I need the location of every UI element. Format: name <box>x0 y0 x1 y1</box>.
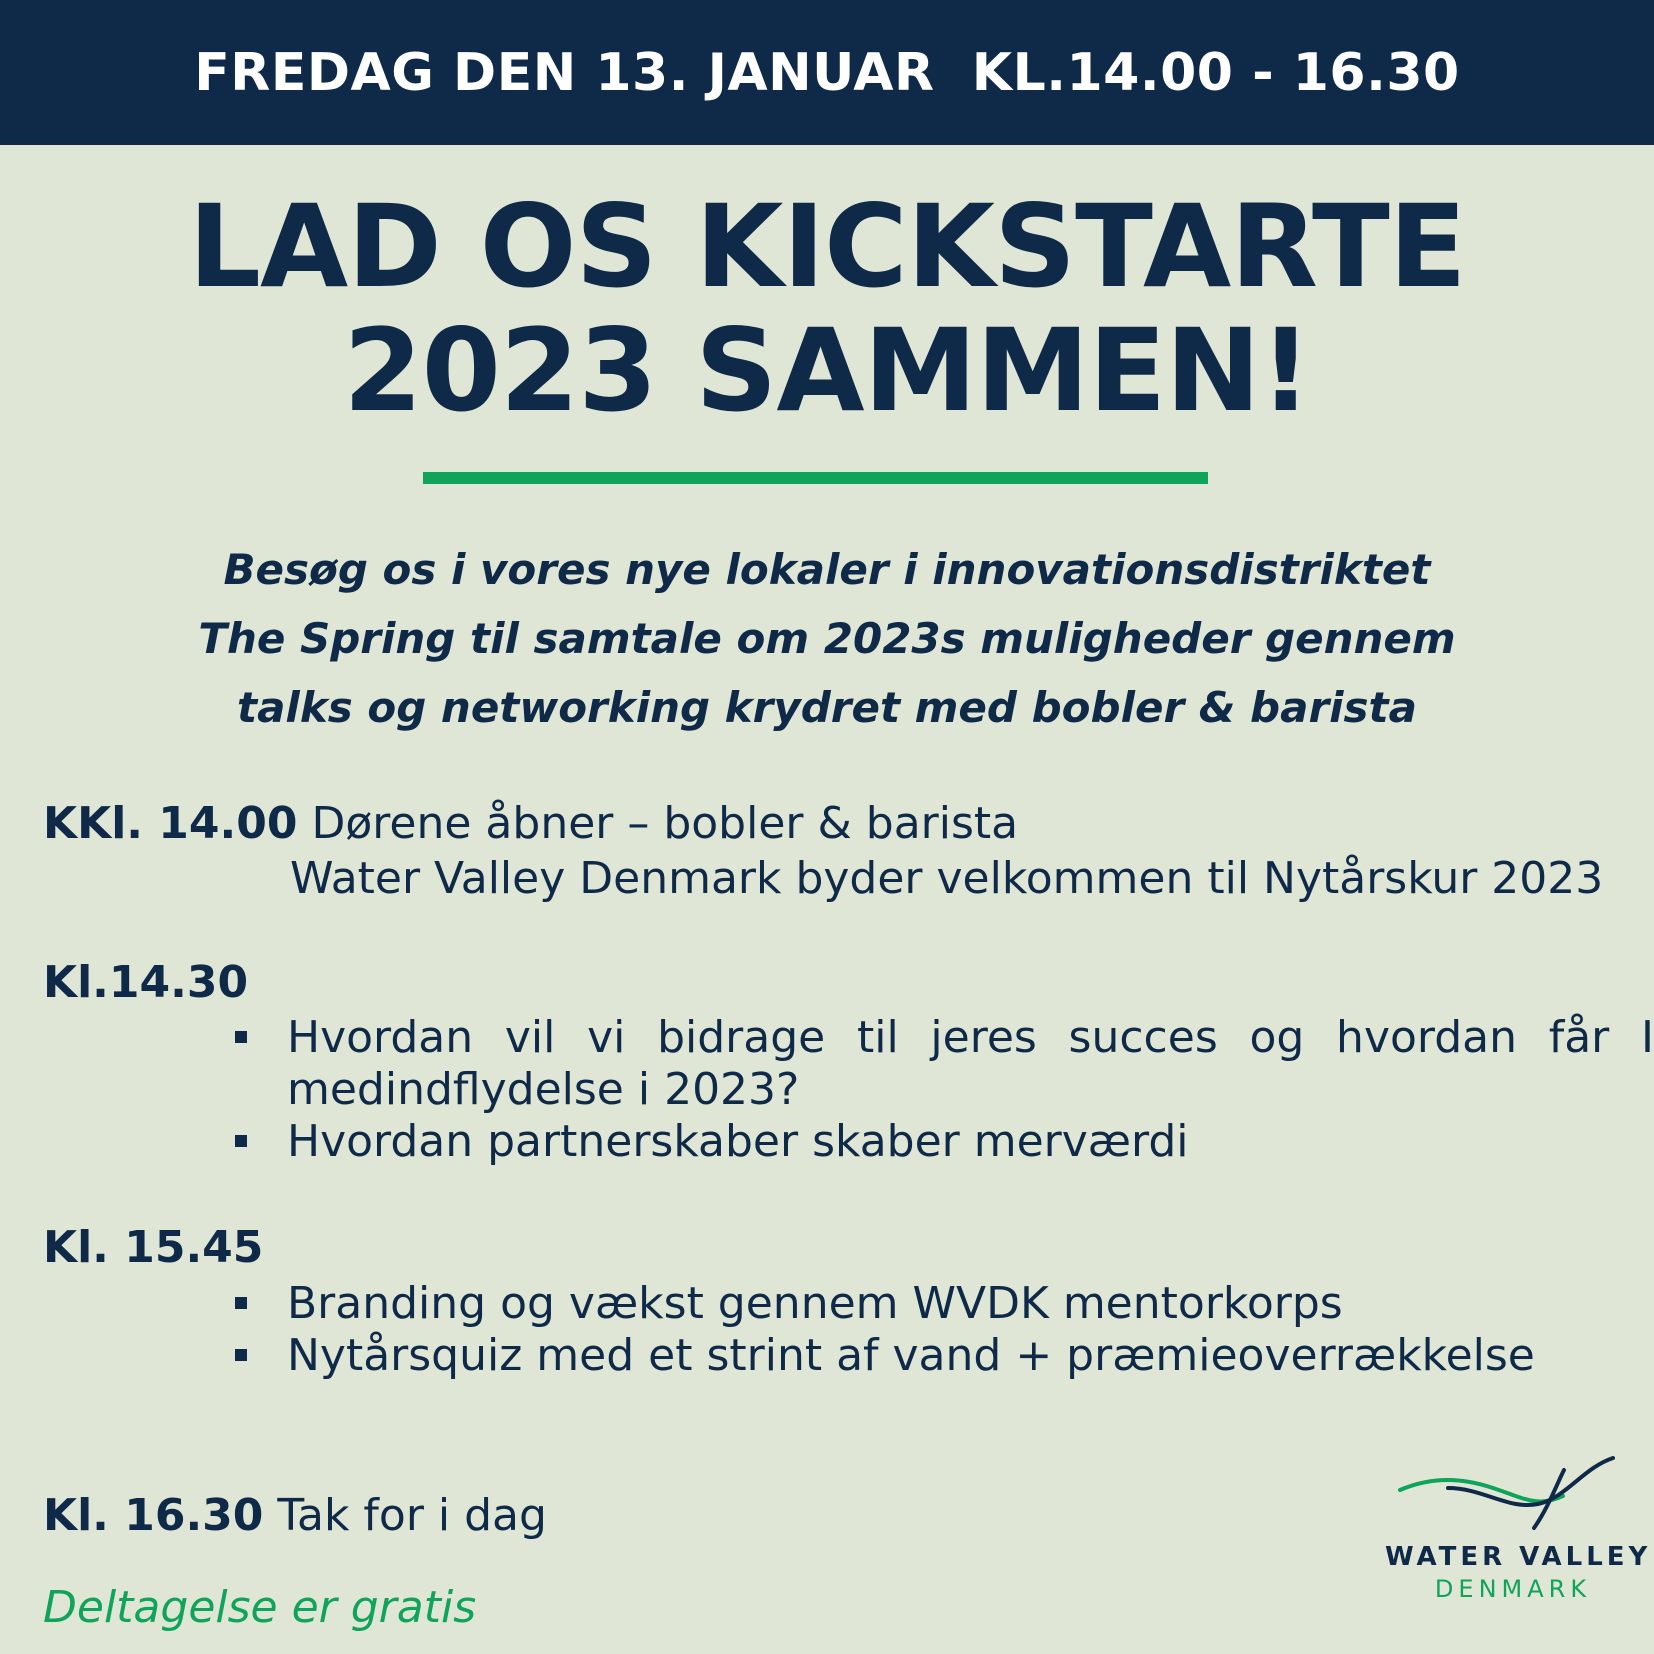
intro-line-1: Besøg os i vores nye lokaler i innovationsdistriktet <box>223 545 1431 594</box>
free-participation-note: Deltagelse er gratis <box>43 1582 477 1633</box>
bullet-list-1430 <box>235 1012 1654 1168</box>
program-item-1545 <box>43 1222 263 1273</box>
list-item: Hvordan partnerskaber skaber merværdi <box>235 1116 1654 1168</box>
program-time: Kl. 15.45 <box>43 1222 264 1273</box>
bullet-square-icon <box>235 1297 247 1309</box>
program-desc: Tak for i dag <box>277 1490 547 1541</box>
intro-line-3: talks og networking krydret med bobler & barista <box>237 683 1417 732</box>
bullet-square-icon <box>235 1031 247 1043</box>
program-subline: Water Valley Denmark byder velkommen til Nytårskur 2023 <box>290 853 1604 904</box>
headline <box>0 180 1654 437</box>
program-time: Kl.14.30 <box>43 957 249 1008</box>
intro-text <box>0 535 1654 742</box>
program-time: Kl. 16.30 <box>43 1490 264 1541</box>
bullet-square-icon <box>235 1135 247 1147</box>
logo-subtitle: DENMARK <box>1434 1575 1592 1603</box>
green-divider <box>423 472 1208 484</box>
bullet-square-icon <box>235 1349 247 1361</box>
header-bar <box>0 0 1654 145</box>
program-item-1400 <box>43 798 1018 849</box>
program-item-1430 <box>43 957 248 1008</box>
program-desc: Dørene åbner – bobler & barista <box>311 798 1019 849</box>
bullet-list-1545 <box>235 1278 1654 1382</box>
headline-line-2: 2023 SAMMEN! <box>343 304 1311 437</box>
event-date-time: FREDAG DEN 13. JANUAR KL.14.00 - 16.30 <box>194 42 1460 103</box>
logo-title: WATER VALLEY <box>1385 1542 1652 1572</box>
intro-line-2: The Spring til samtale om 2023s muligheder gennem <box>198 614 1456 663</box>
program-item-1630 <box>43 1490 547 1541</box>
list-item: Hvordan vil vi bidrage til jeres succes og hvordan får I medindflydelse i 2023? <box>235 1012 1654 1116</box>
list-item: Branding og vækst gennem WVDK mentorkorps <box>235 1278 1654 1330</box>
headline-line-1: LAD OS KICKSTARTE <box>188 180 1466 313</box>
list-item: Nytårsquiz med et strint af vand + præmieoverrækkelse <box>235 1330 1654 1382</box>
program-time: KKl. 14.00 <box>43 798 298 849</box>
